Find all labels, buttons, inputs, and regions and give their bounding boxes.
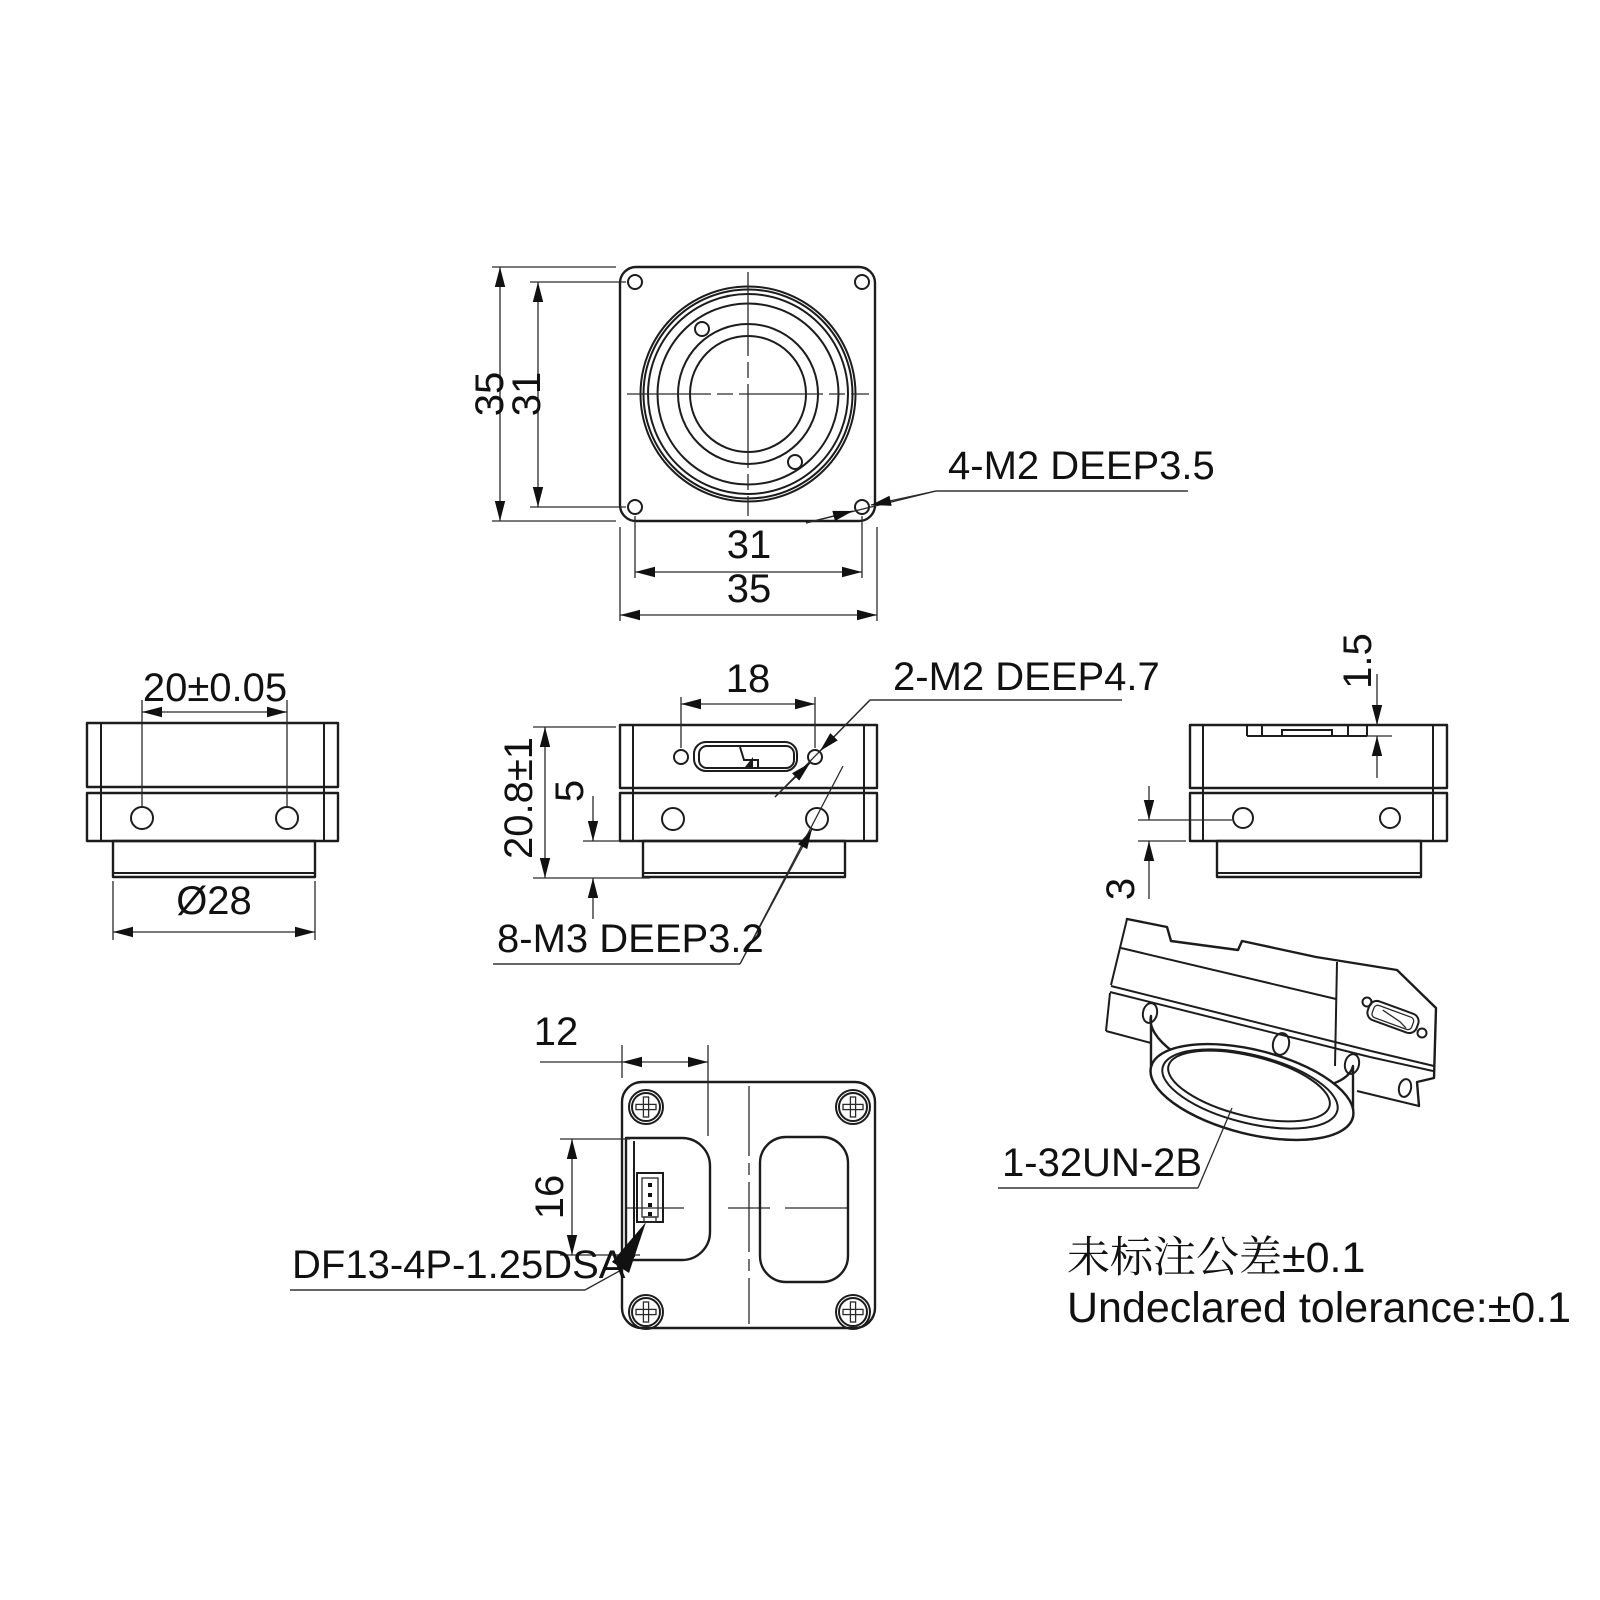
front-corner-thread-label: 4-M2 DEEP3.5	[948, 444, 1215, 488]
screw-bottom-left-icon	[629, 1295, 663, 1329]
top-port-thread-label: 2-M2 DEEP4.7	[893, 655, 1160, 699]
top-port-spacing-dim: 18	[725, 657, 771, 701]
top-side-thread-label: 8-M3 DEEP3.2	[497, 917, 764, 961]
right-recess-depth-dim: 1.5	[1336, 633, 1380, 689]
df13-connector	[637, 1173, 663, 1222]
front-height-outer-dim: 35	[468, 371, 512, 417]
front-height-inner-dim: 31	[505, 371, 549, 417]
right-hole-offset-dim: 3	[1099, 877, 1143, 901]
back-recess-width-dim: 12	[533, 1010, 579, 1054]
tolerance-note	[1067, 1234, 1571, 1332]
back-connector-label: DF13-4P-1.25DSA	[292, 1243, 626, 1287]
left-hole-spacing-dim: 20±0.05	[142, 666, 288, 710]
front-view	[468, 267, 1215, 621]
isometric-view	[998, 919, 1436, 1188]
screw-top-right-icon	[836, 1090, 870, 1124]
top-flange-step-dim: 5	[548, 779, 592, 803]
left-side-view	[87, 666, 338, 940]
usb-port-iso	[1365, 999, 1421, 1036]
back-view	[290, 1010, 875, 1329]
front-width-outer-dim: 35	[726, 567, 772, 611]
tolerance-note-en: Undeclared tolerance:±0.1	[1067, 1284, 1572, 1332]
top-body-height-dim: 20.8±1	[497, 736, 541, 860]
left-barrel-diameter-dim: Ø28	[176, 879, 252, 923]
tolerance-note-zh: 未标注公差±0.1	[1067, 1234, 1366, 1282]
screw-bottom-right-icon	[836, 1295, 870, 1329]
back-recess-height-dim: 16	[528, 1174, 572, 1220]
front-width-inner-dim: 31	[726, 523, 772, 567]
top-view	[493, 655, 1160, 964]
iso-lens-thread-label: 1-32UN-2B	[1002, 1141, 1203, 1185]
screw-top-left-icon	[629, 1090, 663, 1124]
